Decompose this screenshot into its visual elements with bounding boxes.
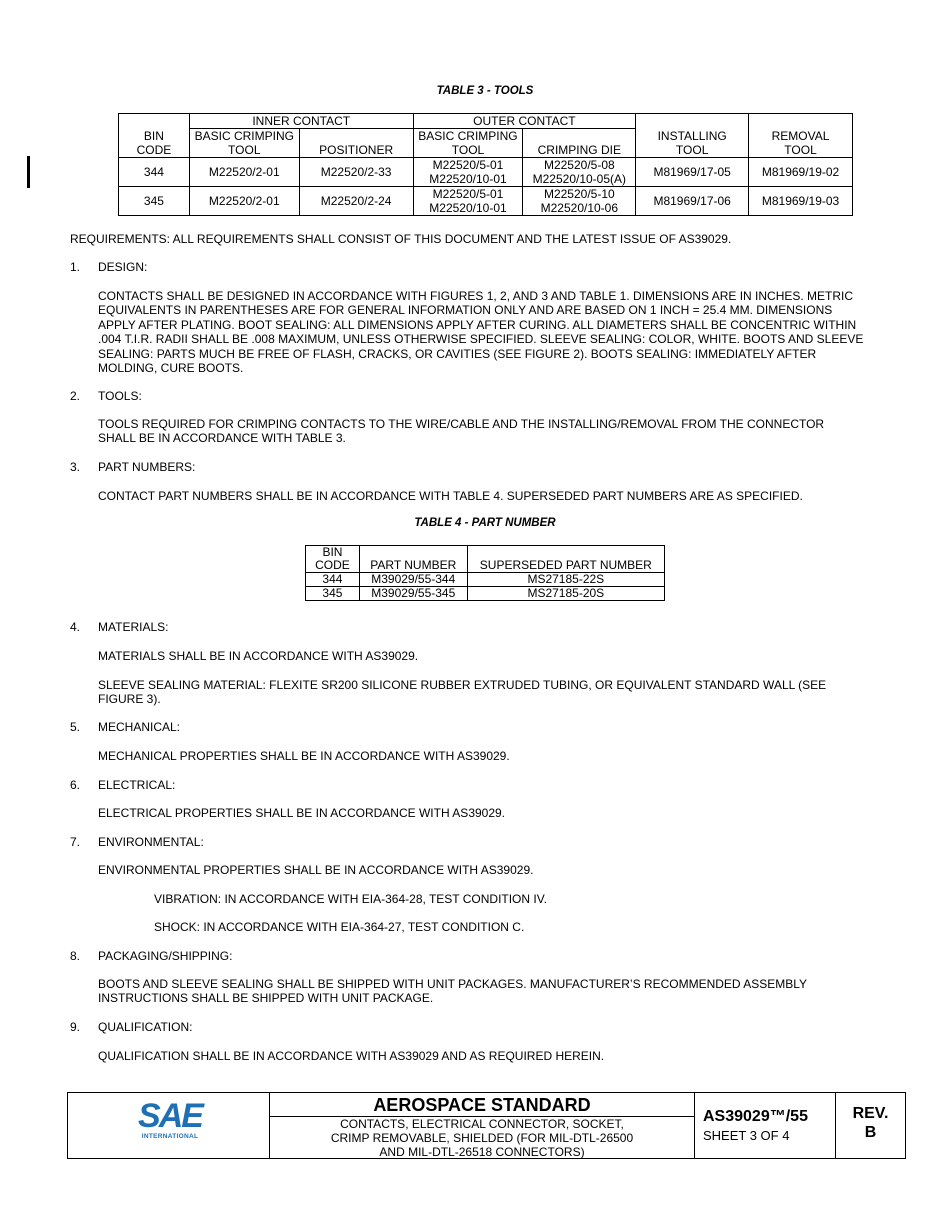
revision-label: REV. (852, 1105, 889, 1122)
header-bin-code: BIN CODE (306, 546, 360, 573)
header-removal-tool: REMOVAL TOOL (749, 114, 853, 158)
cell-bin: 345 (306, 587, 360, 601)
header-outer-basic-crimping-tool: BASIC CRIMPING TOOL (413, 129, 523, 158)
section-2-body: TOOLS REQUIRED FOR CRIMPING CONTACTS TO THE WIRE/CABLE AND THE INSTALLING/REMOVAL FROM THE CONNECTOR SHALL BE IN ACCORDANCE WITH TABLE 3. (98, 417, 825, 446)
revision-change-bar (27, 156, 30, 188)
section-6-heading: ELECTRICAL: (98, 778, 176, 792)
revision-cell (836, 1093, 905, 1158)
cell-inner-basic: M22520/2-01 (189, 158, 299, 187)
table-row (306, 573, 665, 587)
section-7-vibration: VIBRATION: IN ACCORDANCE WITH EIA-364-28, TEST CONDITION IV. (154, 892, 547, 906)
requirements-statement: REQUIREMENTS: ALL REQUIREMENTS SHALL CONSIST OF THIS DOCUMENT AND THE LATEST ISSUE OF AS39029. (70, 232, 732, 246)
section-7-body: ENVIRONMENTAL PROPERTIES SHALL BE IN ACCORDANCE WITH AS39029. (98, 863, 534, 877)
header-positioner: POSITIONER (299, 129, 413, 158)
header-inner-contact: INNER CONTACT (189, 114, 413, 129)
title-block (67, 1092, 906, 1159)
section-9-body: QUALIFICATION SHALL BE IN ACCORDANCE WITH AS39029 AND AS REQUIRED HEREIN. (98, 1049, 605, 1063)
cell-installing: M81969/17-05 (636, 158, 749, 187)
header-installing-tool: INSTALLING TOOL (636, 114, 749, 158)
cell-inner-basic: M22520/2-01 (189, 187, 299, 216)
table3-title: TABLE 3 - TOOLS (436, 85, 534, 97)
document-type-title: AEROSPACE STANDARD (270, 1094, 694, 1117)
cell-installing: M81969/17-06 (636, 187, 749, 216)
cell-positioner: M22520/2-24 (299, 187, 413, 216)
section-2-number: 2. (70, 389, 81, 403)
tools-table (118, 113, 853, 216)
section-9-heading: QUALIFICATION: (98, 1020, 193, 1034)
sae-logo: SAE INTERNATIONAL (138, 1097, 202, 1140)
cell-crimping-die: M22520/5-10 M22520/10-06 (523, 187, 636, 216)
cell-part-number: M39029/55-344 (359, 573, 467, 587)
table-row (306, 587, 665, 601)
header-part-number: PART NUMBER (359, 546, 467, 573)
sheet-number: SHEET 3 OF 4 (703, 1128, 790, 1143)
cell-positioner: M22520/2-33 (299, 158, 413, 187)
cell-outer-basic: M22520/5-01 M22520/10-01 (413, 158, 523, 187)
table4-title: TABLE 4 - PART NUMBER (414, 517, 556, 529)
section-6-number: 6. (70, 778, 81, 792)
logo-cell (68, 1093, 270, 1158)
table-row (119, 187, 853, 216)
header-crimping-die: CRIMPING DIE (523, 129, 636, 158)
section-1-number: 1. (70, 260, 81, 274)
cell-crimping-die: M22520/5-08 M22520/10-05(A) (523, 158, 636, 187)
cell-bin: 345 (119, 187, 190, 216)
section-7-number: 7. (70, 835, 81, 849)
part-number-table (305, 545, 665, 601)
header-bin-code: BIN CODE (119, 114, 190, 158)
section-4-body: MATERIALS SHALL BE IN ACCORDANCE WITH AS39029. (98, 649, 419, 663)
cell-bin: 344 (119, 158, 190, 187)
section-8-body: BOOTS AND SLEEVE SEALING SHALL BE SHIPPED WITH UNIT PACKAGES. MANUFACTURER’S RECOMMENDED ASSEMBLY INSTRUCTIONS SHALL BE SHIPPED WITH UNIT PACKAGE. (98, 977, 807, 1006)
section-4-number: 4. (70, 620, 81, 634)
section-5-body: MECHANICAL PROPERTIES SHALL BE IN ACCORDANCE WITH AS39029. (98, 749, 510, 763)
section-8-number: 8. (70, 949, 81, 963)
section-4-body-2: SLEEVE SEALING MATERIAL: FLEXITE SR200 SILICONE RUBBER EXTRUDED TUBING, OR EQUIVALENT STANDARD WALL (SEE FIGURE 3). (98, 678, 827, 707)
header-superseded-part-number: SUPERSEDED PART NUMBER (467, 546, 664, 573)
section-5-heading: MECHANICAL: (98, 720, 181, 734)
cell-removal: M81969/19-02 (749, 158, 853, 187)
cell-bin: 344 (306, 573, 360, 587)
section-7-heading: ENVIRONMENTAL: (98, 835, 204, 849)
section-5-number: 5. (70, 720, 81, 734)
revision-value: B (864, 1124, 877, 1141)
cell-removal: M81969/19-03 (749, 187, 853, 216)
section-3-body: CONTACT PART NUMBERS SHALL BE IN ACCORDANCE WITH TABLE 4. SUPERSEDED PART NUMBERS ARE AS SPECIFIED. (98, 489, 803, 503)
document-description: CONTACTS, ELECTRICAL CONNECTOR, SOCKET, CRIMP REMOVABLE, SHIELDED (FOR MIL-DTL-26500 AND MIL-DTL-26518 CONNECTORS) (330, 1117, 634, 1159)
section-3-heading: PART NUMBERS: (98, 460, 196, 474)
section-2-heading: TOOLS: (98, 389, 142, 403)
section-3-number: 3. (70, 460, 81, 474)
cell-outer-basic: M22520/5-01 M22520/10-01 (413, 187, 523, 216)
section-9-number: 9. (70, 1020, 81, 1034)
table-row (119, 158, 853, 187)
section-1-body: CONTACTS SHALL BE DESIGNED IN ACCORDANCE WITH FIGURES 1, 2, AND 3 AND TABLE 1. DIMENSIONS ARE IN INCHES. METRIC EQUIVALENTS IN PARENTHESES ARE FOR GENERAL INFORMATION ONLY AND ARE BASED ON 1 INCH = 25.4 MM. DIMENSIONS APPLY AFTER PLATING. BOOT SEALING: ALL DIMENSIONS APPLY AFTER CURING. ALL DIAMETERS SHALL BE CONCENTRIC WITHIN .004 T.I.R. RADII SHALL BE .008 MAXIMUM, UNLESS OTHERWISE SPECIFIED. SLEEVE SEALING: COLOR, WHITE. BOOTS AND SLEEVE SEALING: PARTS MUCH BE FREE OF FLASH, CRACKS, OR CAVITIES (SEE FIGURE 2). BOOTS SEALING: IMMEDIATELY AFTER MOLDING, CURE BOOTS. (98, 289, 864, 376)
section-4-heading: MATERIALS: (98, 620, 169, 634)
section-8-heading: PACKAGING/SHIPPING: (98, 949, 233, 963)
cell-superseded: MS27185-20S (467, 587, 664, 601)
section-1-heading: DESIGN: (98, 260, 148, 274)
header-inner-basic-crimping-tool: BASIC CRIMPING TOOL (189, 129, 299, 158)
section-6-body: ELECTRICAL PROPERTIES SHALL BE IN ACCORDANCE WITH AS39029. (98, 806, 506, 820)
section-7-shock: SHOCK: IN ACCORDANCE WITH EIA-364-27, TEST CONDITION C. (154, 920, 525, 934)
cell-part-number: M39029/55-345 (359, 587, 467, 601)
doc-number-cell (695, 1093, 836, 1158)
title-cell (270, 1093, 695, 1158)
document-number: AS39029™/55 (703, 1108, 808, 1125)
header-outer-contact: OUTER CONTACT (413, 114, 636, 129)
cell-superseded: MS27185-22S (467, 573, 664, 587)
